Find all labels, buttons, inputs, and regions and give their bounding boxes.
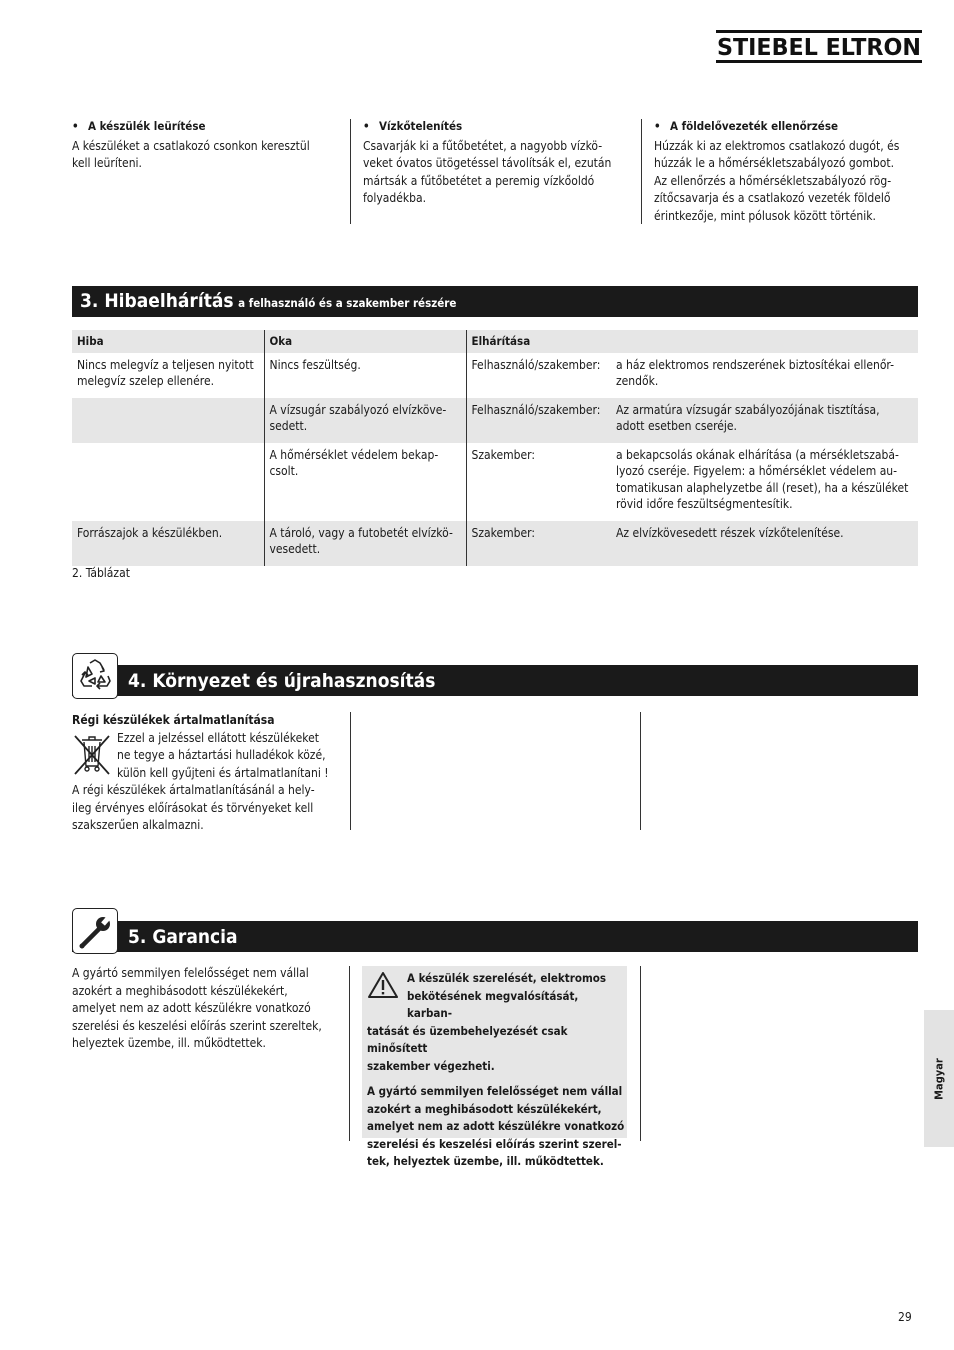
warning-line: tek, helyeztek üzembe, ill. működtettek. [367, 1154, 604, 1168]
table-row [72, 353, 918, 398]
col-header-elharitasa: Elhárítása [466, 330, 918, 353]
troubleshooting-table [72, 330, 918, 566]
disposal-heading: Régi készülékek ártalmatlanítása [72, 713, 275, 727]
cell-line: Az elvízkövesedett részek vízkőtelenítése. [616, 525, 844, 540]
cell-oka [264, 353, 466, 398]
stiebel-eltron-logo [716, 30, 922, 64]
cell-hiba [72, 353, 264, 398]
warranty-line: szerelési és keszelési előírás szerint szereltek, [72, 1018, 322, 1033]
cell-line: Nincs feszültség. [269, 357, 361, 372]
cell-line: rövid időre feszültségmentesítik. [616, 497, 793, 511]
cell-line: A vízsugár szabályozó elvízköve- [269, 402, 447, 417]
warranty-text [72, 965, 347, 1053]
section5-title: 5. Garancia [128, 926, 238, 948]
cell-line: csolt. [269, 464, 299, 478]
crossed-bin-icon [72, 732, 112, 776]
disposal-line: ne tegye a háztartási hulladékok közé, [117, 748, 326, 762]
cell-line: sedett. [269, 419, 308, 433]
cell-oka [264, 443, 466, 521]
warning-box [362, 966, 627, 1168]
col-header-hiba: Hiba [72, 330, 264, 353]
column-divider [350, 119, 351, 224]
maint-line: érintkezője, mint pólusok között történik. [654, 208, 876, 223]
table-header-row [72, 330, 918, 353]
cell-fix [611, 353, 918, 398]
cell-line: vesedett. [269, 542, 321, 556]
maint-line: veket óvatos ütögetéssel távolítsák el, ezután [363, 156, 612, 170]
column-divider [640, 966, 641, 1141]
warning-line: A gyártó semmilyen felelősséget nem vállal [367, 1084, 623, 1098]
wrench-icon [72, 908, 118, 954]
cell-fix [611, 443, 918, 521]
logo-text: STIEBEL ELTRON [717, 35, 921, 61]
table-row [72, 521, 918, 566]
cell-line: adott esetben cseréje. [616, 419, 737, 433]
cell-fix [611, 398, 918, 443]
maint-line: Az ellenőrzés a hőmérsékletszabályozó rög- [654, 173, 892, 188]
cell-hiba [72, 443, 264, 521]
cell-fix [611, 521, 918, 566]
cell-line: tomatikusan alaphelyzetbe áll (reset), ha a készüléket [616, 480, 909, 495]
table-caption: 2. Táblázat [72, 566, 130, 580]
disposal-line: szakszerűen alkalmazni. [72, 818, 204, 832]
section3-title: 3. Hibaelhárítás [80, 290, 234, 312]
column-divider [350, 712, 351, 830]
table-row [72, 398, 918, 443]
maint-line: kell leüríteni. [72, 156, 142, 170]
warning-text [367, 970, 625, 1171]
maint-line: folyadékba. [363, 191, 427, 205]
column-divider [349, 966, 350, 1141]
maint-line: Csavarják ki a fűtőbetétet, a nagyobb vízkö- [363, 138, 603, 153]
warning-line: azokért a meghibásodott készülékekért, [367, 1101, 602, 1116]
warning-line: tatását és üzembehelyezését csak minősített [367, 1023, 568, 1055]
disposal-line: külön kell gyűjteni és ártalmatlanítani ! [117, 765, 329, 780]
cell-line: A hőmérséklet védelem bekap- [269, 447, 439, 462]
maint-col-2 [363, 118, 633, 208]
cell-who: Felhasználó/szakember: [466, 398, 611, 443]
section3-header [72, 286, 918, 317]
column-divider [640, 712, 641, 830]
col-header-oka: Oka [264, 330, 466, 353]
warning-line: szakember végezheti. [367, 1058, 495, 1073]
maint-line: mártsák a fűtőbetétet a peremig vízkőoldó [363, 173, 595, 188]
page-number: 29 [898, 1310, 912, 1324]
maint-line: A készüléket a csatlakozó csonkon keresztül [72, 138, 310, 153]
cell-hiba [72, 398, 264, 443]
maint-line: zítőcsavarja és a csatlakozó vezeték földelő [654, 191, 891, 205]
maint-heading: • A földelővezeték ellenőrzése [654, 118, 924, 136]
section3-subtitle: a felhasználó és a szakember részére [238, 296, 457, 310]
warranty-line: helyeztek üzembe, ill. működtettek. [72, 1036, 266, 1050]
cell-line: a ház elektromos rendszerének biztosítékai ellenőr- [616, 357, 894, 372]
cell-hiba [72, 521, 264, 566]
disposal-text [72, 712, 347, 835]
warning-line: bekötésének megvalósítását, karban- [407, 988, 579, 1020]
disposal-line: Ezzel a jelzéssel ellátott készülékeket [117, 730, 319, 745]
table-row [72, 443, 918, 521]
language-tab [924, 1010, 954, 1147]
maint-col-3 [654, 118, 924, 225]
maint-line: Húzzák ki az elektromos csatlakozó dugót, és [654, 138, 900, 153]
cell-who: Szakember: [471, 447, 535, 462]
cell-who: Szakember: [466, 521, 611, 566]
column-divider [641, 119, 642, 224]
cell-line: a bekapcsolás okának elhárítása (a mérsékletszabá- [616, 447, 899, 462]
cell-line: Az armatúra vízsugár szabályozójának tisztítása, [616, 402, 880, 417]
cell-line: Nincs melegvíz a teljesen nyitott [77, 357, 254, 372]
cell-who: Felhasználó/szakember: [471, 357, 601, 372]
cell-line: zendők. [616, 374, 659, 388]
section5-header [72, 921, 918, 952]
warning-line: A készülék szerelését, elektromos [407, 971, 606, 985]
warranty-line: amelyet nem az adott készülékre vonatkozó [72, 1001, 311, 1015]
maint-heading: • Vízkőtelenítés [363, 118, 633, 136]
cell-line: lyozó cseréje. Figyelem: a hőmérséklet védelem au- [616, 464, 898, 478]
warning-line: szerelési és keszelési előírás szerint szerel- [367, 1136, 622, 1151]
recycle-icon [72, 653, 118, 699]
language-tab-label: Magyar [932, 1057, 946, 1100]
cell-line: melegvíz szelep ellenére. [77, 374, 215, 388]
disposal-line: A régi készülékek ártalmatlanításánál a hely- [72, 783, 315, 797]
warranty-line: azokért a meghibásodott készülékekért, [72, 983, 288, 998]
disposal-line: ileg érvényes előírásokat és törvényeket kell [72, 800, 314, 815]
cell-line: Forrászajok a készülékben. [77, 525, 223, 540]
maint-col-1 [72, 118, 342, 173]
maint-line: húzzák le a hőmérsékletszabályozó gombot. [654, 156, 895, 170]
warning-line: amelyet nem az adott készülékre vonatkozó [367, 1119, 625, 1133]
cell-oka [264, 521, 466, 566]
cell-oka [264, 398, 466, 443]
cell-line: A tároló, vagy a futobetét elvízkö- [269, 525, 453, 540]
warranty-line: A gyártó semmilyen felelősséget nem vállal [72, 966, 309, 980]
section4-title: 4. Környezet és újrahasznosítás [128, 670, 436, 692]
section4-header [72, 665, 918, 696]
maint-heading: • A készülék leürítése [72, 118, 342, 136]
